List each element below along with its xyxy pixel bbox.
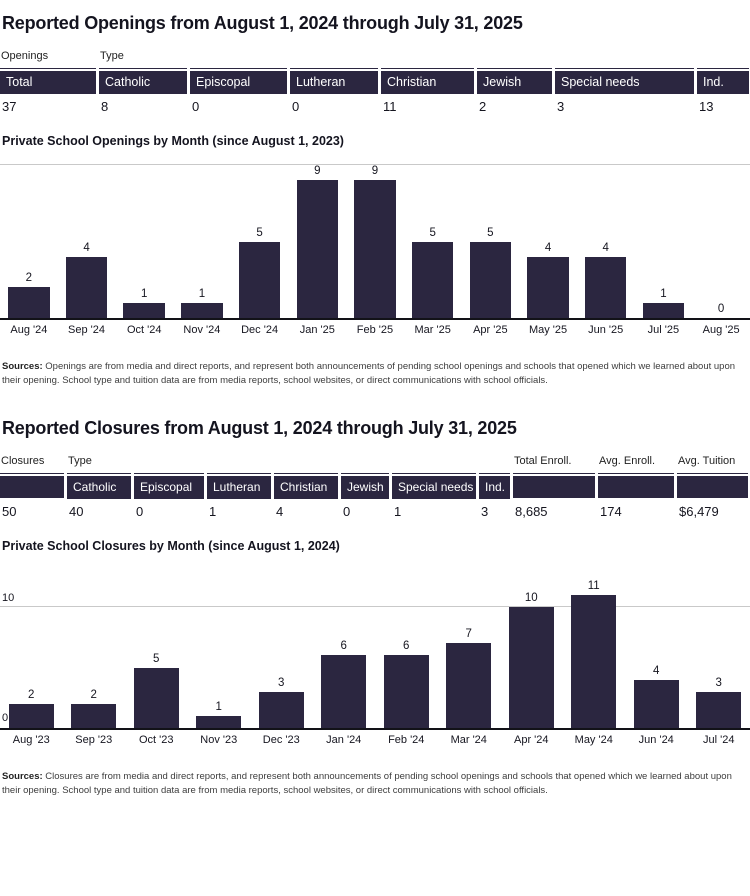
table-group-label (392, 455, 476, 473)
bar-slot (635, 288, 693, 318)
closures-chart (0, 570, 750, 746)
table-header-label: Christian (274, 476, 338, 499)
bar (384, 655, 429, 728)
bar (123, 303, 165, 318)
table-header-label: Catholic (67, 476, 131, 499)
bar-value-label: 7 (466, 628, 472, 641)
bar-value-label: 1 (199, 288, 205, 301)
openings-table-value-row (0, 94, 750, 114)
table-value-cell: 0 (134, 499, 204, 519)
table-header-label: Ind. (479, 476, 510, 499)
bar-value-label: 4 (545, 242, 551, 255)
x-axis-tick-label: May '24 (563, 730, 626, 746)
table-header-label: Lutheran (207, 476, 271, 499)
bar-value-label: 3 (278, 677, 284, 690)
bar (181, 303, 223, 318)
table-header-label: Episcopal (190, 71, 287, 94)
bar-value-label: 6 (341, 640, 347, 653)
table-group-label: Total Enroll. (513, 455, 595, 473)
bar (354, 180, 396, 318)
openings-section (0, 13, 750, 388)
table-header-cell (392, 473, 476, 499)
bar-slot (563, 580, 626, 728)
x-axis-tick-label: Oct '24 (115, 320, 173, 336)
table-group-label: Type (99, 50, 187, 68)
table-header-cell (67, 473, 131, 499)
bar-slot (625, 665, 688, 728)
bar-value-label: 9 (372, 165, 378, 178)
bar (321, 655, 366, 728)
table-value-cell: 0 (190, 94, 287, 114)
closures-section-title: Reported Closures from August 1, 2024 through July 31, 2025 (2, 418, 748, 439)
table-value-cell: 8 (99, 94, 187, 114)
bar-value-label: 11 (588, 580, 600, 593)
bar-value-label: 3 (716, 677, 722, 690)
table-header-label: Jewish (477, 71, 552, 94)
bar (297, 180, 339, 318)
bar-slot (58, 242, 116, 318)
sources-label: Sources: (2, 361, 43, 372)
x-axis-tick-label: Jul '25 (635, 320, 693, 336)
bar (643, 303, 685, 318)
table-group-label: Avg. Tuition (677, 455, 748, 473)
table-header-cell (290, 68, 378, 94)
table-value-cell: 1 (207, 499, 271, 519)
x-axis-tick-label: Aug '25 (692, 320, 750, 336)
table-header-cell (341, 473, 389, 499)
bar (259, 692, 304, 728)
x-axis-tick-label: Jun '24 (625, 730, 688, 746)
x-axis-tick-label: Feb '24 (375, 730, 438, 746)
bar-value-label: 4 (603, 242, 609, 255)
table-header-label: Special needs (392, 476, 476, 499)
table-header-cell (274, 473, 338, 499)
bar-value-label: 9 (314, 165, 320, 178)
x-axis-tick-label: Oct '23 (125, 730, 188, 746)
closures-sources (2, 770, 748, 798)
table-value-cell: 0 (290, 94, 378, 114)
table-group-label (190, 50, 287, 68)
table-value-cell: $6,479 (677, 499, 748, 519)
x-axis-tick-label: Feb '25 (346, 320, 404, 336)
x-axis-tick-label: Aug '23 (0, 730, 63, 746)
bar-slot (173, 288, 231, 318)
bar-value-label: 2 (91, 689, 97, 702)
table-group-label: Type (67, 455, 131, 473)
table-header-label: Special needs (555, 71, 694, 94)
sources-label: Sources: (2, 771, 43, 782)
bar (634, 680, 679, 728)
bar-slot (250, 677, 313, 728)
bar-slot (404, 227, 462, 319)
bar (9, 704, 54, 728)
table-value-cell: 1 (392, 499, 476, 519)
bar-value-label: 5 (487, 227, 493, 240)
x-axis-tick-label: Nov '24 (173, 320, 231, 336)
bar-slot (125, 653, 188, 729)
y-axis-tick-label: 10 (2, 593, 14, 604)
bar (8, 287, 50, 318)
bar-value-label: 4 (83, 242, 89, 255)
bar-slot (313, 640, 376, 728)
table-group-label (134, 455, 204, 473)
bar (71, 704, 116, 728)
table-value-cell: 40 (67, 499, 131, 519)
bar-slot (692, 303, 750, 318)
x-axis-tick-label: Jan '25 (288, 320, 346, 336)
x-axis-tick-label: Dec '23 (250, 730, 313, 746)
bar-slot (375, 640, 438, 728)
table-value-cell: 8,685 (513, 499, 595, 519)
closures-section (0, 418, 750, 798)
bar-slot (346, 165, 404, 318)
table-header-label: Jewish (341, 476, 389, 499)
table-header-label (677, 476, 748, 498)
plot-area (0, 165, 750, 320)
table-header-cell (381, 68, 474, 94)
x-axis-tick-label: Jan '24 (313, 730, 376, 746)
openings-chart-title: Private School Openings by Month (since August 1, 2023) (2, 134, 748, 148)
x-axis-labels (0, 320, 750, 336)
table-value-cell: 50 (0, 499, 64, 519)
bar-slot (438, 628, 501, 728)
table-header-cell (697, 68, 749, 94)
bar (196, 716, 241, 728)
table-header-cell (0, 68, 96, 94)
table-header-cell (134, 473, 204, 499)
y-axis-tick-label: 0 (2, 713, 8, 724)
table-header-label: Total (0, 71, 96, 94)
table-header-cell (207, 473, 271, 499)
table-header-cell (0, 473, 64, 499)
bar-slot (288, 165, 346, 318)
table-header-label (0, 476, 64, 498)
table-value-cell: 11 (381, 94, 474, 114)
table-header-cell (677, 473, 748, 499)
bar-value-label: 0 (718, 303, 724, 316)
x-axis-tick-label: May '25 (519, 320, 577, 336)
bar (509, 607, 554, 728)
bar-value-label: 5 (153, 653, 159, 666)
x-axis-tick-label: Mar '25 (404, 320, 462, 336)
bar-slot (462, 227, 520, 319)
table-header-cell (190, 68, 287, 94)
bar (470, 242, 512, 319)
bar-value-label: 1 (141, 288, 147, 301)
bar-slot (688, 677, 750, 728)
openings-section-title: Reported Openings from August 1, 2024 through July 31, 2025 (2, 13, 748, 34)
table-header-cell (99, 68, 187, 94)
table-value-cell: 174 (598, 499, 674, 519)
table-group-label: Closures (0, 455, 64, 473)
x-axis-tick-label: Jun '25 (577, 320, 635, 336)
bar-slot (500, 592, 563, 728)
bar-value-label: 4 (653, 665, 659, 678)
bar (585, 257, 627, 318)
table-header-label: Ind. (697, 71, 749, 94)
table-header-label (513, 476, 595, 498)
bar-slot (231, 227, 289, 319)
table-group-label (290, 50, 378, 68)
bar-slot (0, 272, 58, 318)
gridline (0, 606, 750, 607)
table-group-label (555, 50, 694, 68)
table-group-label: Openings (0, 50, 96, 68)
openings-chart (0, 165, 750, 336)
bar-value-label: 10 (525, 592, 538, 605)
closures-table-value-row (0, 499, 750, 519)
x-axis-tick-label: Sep '23 (63, 730, 126, 746)
table-group-label (477, 50, 552, 68)
table-group-label (274, 455, 338, 473)
table-value-cell: 2 (477, 94, 552, 114)
bar-slot (577, 242, 635, 318)
table-header-label: Catholic (99, 71, 187, 94)
table-group-label: Avg. Enroll. (598, 455, 674, 473)
x-axis-tick-label: Apr '25 (462, 320, 520, 336)
x-axis-tick-label: Apr '24 (500, 730, 563, 746)
bar-value-label: 5 (429, 227, 435, 240)
openings-table-group-labels (0, 50, 750, 68)
table-group-label (697, 50, 749, 68)
x-axis-tick-label: Mar '24 (438, 730, 501, 746)
x-axis-tick-label: Nov '23 (188, 730, 251, 746)
bar (134, 668, 179, 729)
table-header-label: Christian (381, 71, 474, 94)
plot-area (0, 570, 750, 730)
table-group-label (479, 455, 510, 473)
table-header-label (598, 476, 674, 498)
bar-value-label: 5 (256, 227, 262, 240)
bar (239, 242, 281, 319)
table-value-cell: 37 (0, 94, 96, 114)
x-axis-tick-label: Aug '24 (0, 320, 58, 336)
bar-value-label: 1 (660, 288, 666, 301)
closures-table-group-labels (0, 455, 750, 473)
table-value-cell: 3 (555, 94, 694, 114)
table-value-cell: 4 (274, 499, 338, 519)
bar-slot (115, 288, 173, 318)
openings-sources-text: Openings are from media and direct reports, and represent both announcements of pending school openings and schools that opened which we learned about upon their opening. School type and tuition data are from media reports, school websites, or direct communications with school officials. (2, 361, 735, 386)
bar-value-label: 6 (403, 640, 409, 653)
bar (412, 242, 454, 319)
table-header-label: Lutheran (290, 71, 378, 94)
bar-slot (0, 689, 63, 728)
closures-chart-title: Private School Closures by Month (since August 1, 2024) (2, 539, 748, 553)
bar (446, 643, 491, 728)
bar (527, 257, 569, 318)
table-header-cell (598, 473, 674, 499)
table-group-label (381, 50, 474, 68)
bar-value-label: 1 (216, 701, 222, 714)
bar (66, 257, 108, 318)
table-header-cell (555, 68, 694, 94)
table-value-cell: 3 (479, 499, 510, 519)
table-group-label (341, 455, 389, 473)
table-value-cell: 0 (341, 499, 389, 519)
table-header-cell (479, 473, 510, 499)
x-axis-tick-label: Jul '24 (688, 730, 750, 746)
bar-slot (63, 689, 126, 728)
bar-slot (188, 701, 251, 728)
x-axis-tick-label: Sep '24 (58, 320, 116, 336)
table-header-cell (477, 68, 552, 94)
table-header-cell (513, 473, 595, 499)
table-group-label (207, 455, 271, 473)
bar (571, 595, 616, 728)
openings-table-header-row (0, 68, 750, 94)
bar-value-label: 2 (26, 272, 32, 285)
x-axis-labels (0, 730, 750, 746)
bar-value-label: 2 (28, 689, 34, 702)
table-header-label: Episcopal (134, 476, 204, 499)
table-value-cell: 13 (697, 94, 749, 114)
x-axis-tick-label: Dec '24 (231, 320, 289, 336)
closures-table-header-row (0, 473, 750, 499)
openings-sources (2, 360, 748, 388)
bar (696, 692, 741, 728)
bar-slot (519, 242, 577, 318)
closures-sources-text: Closures are from media and direct reports, and represent both announcements of pending school openings and schools that opened which we learned about upon their opening. School type and tuition data are from media reports, school websites, or direct communications with school officials. (2, 771, 732, 796)
